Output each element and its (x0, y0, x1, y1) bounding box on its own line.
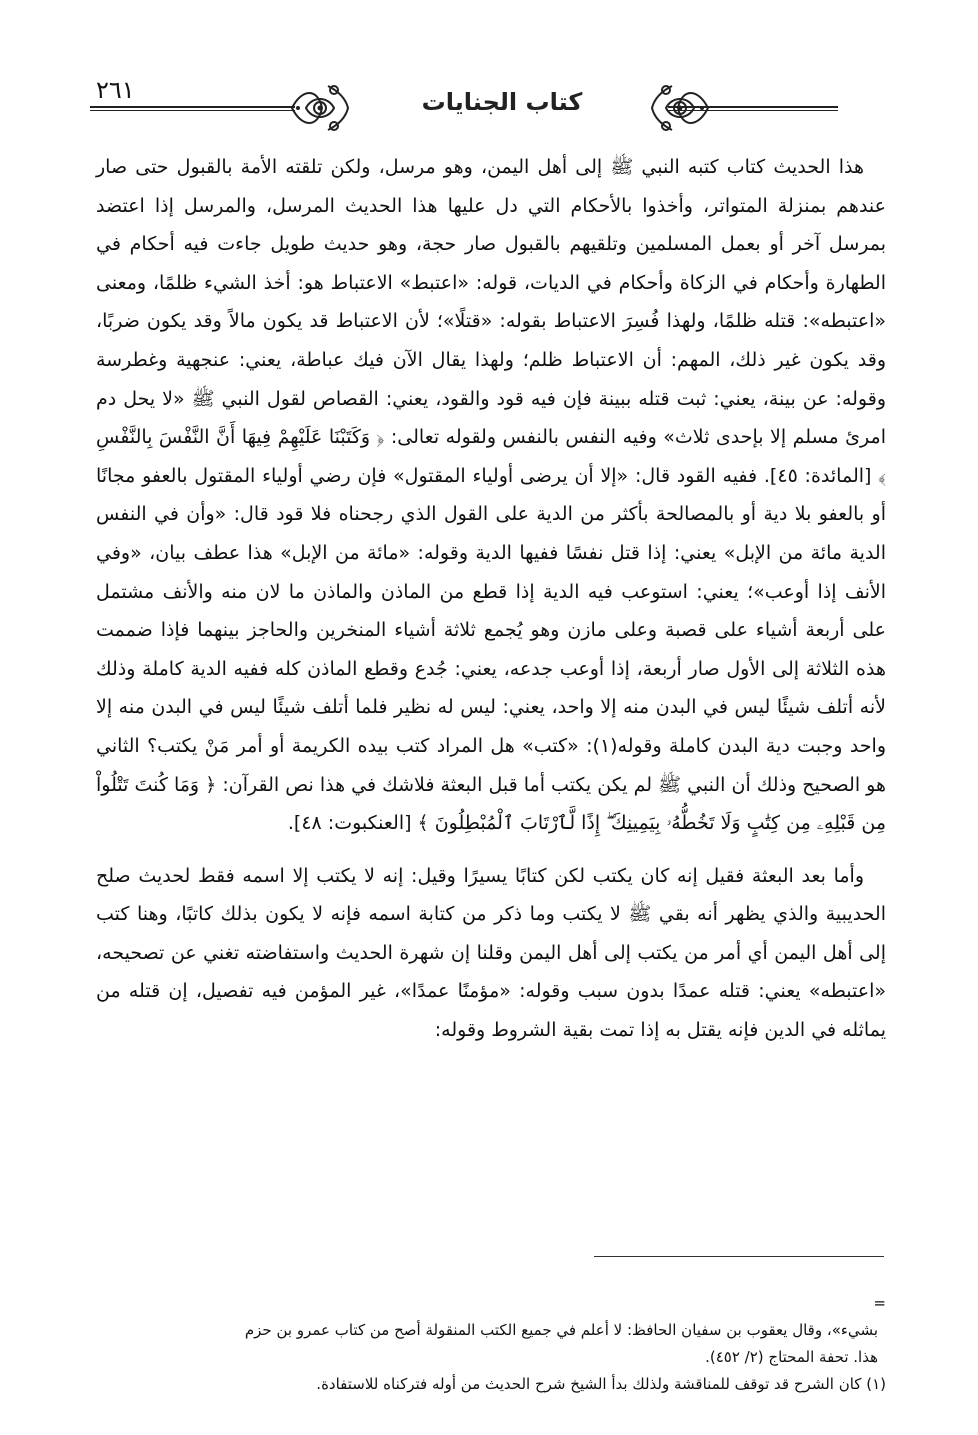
header-rule-left (90, 106, 295, 108)
page-number: ٢٦١ (96, 76, 135, 104)
footnotes (96, 1290, 886, 1398)
running-title: كتاب الجنايات (421, 88, 583, 116)
footnote-1: (١) كان الشرح قد توقف للمناقشة ولذلك بدأ الشيخ شرح الحديث من أوله فتركناه للاستفادة. (316, 1375, 886, 1393)
paragraph-2: وأما بعد البعثة فقيل إنه كان يكتب لكن كتابًا يسيرًا وقيل: إنه لا يكتب إلا اسمه فقط لحديث صلح الحديبية والذي يظهر أنه بقي ﷺ لا يكتب وما ذكر من كتابة اسمه فإنه لا يكون بذلك كاتبًا، وهنا كتب إلى أهل اليمن أي أمر من يكتب إلى أهل اليمن وقلنا إن شهرة الحديث واستفاضته تغني عن تصحيحه، «اعتبطه» يعني: قتله عمدًا بدون سبب وقوله: «مؤمنًا عمدًا»، غير المؤمن فيه تفصيل، إن قتله من يماثله في الدين فإنه يقتل به إذا تمت بقية الشروط وقوله: (96, 864, 886, 1042)
ornament-left-icon (288, 78, 352, 138)
header-rule-left-thin (90, 110, 295, 111)
paragraph-1: هذا الحديث كتاب كتبه النبي ﷺ إلى أهل اليمن، وهو مرسل، ولكن تلقته الأمة بالقبول حتى صار عندهم بمنزلة المتواتر، وأخذوا بالأحكام التي دل عليها هذا الحديث المرسل، والمرسل إذا اعتضد بمرسل آخر أو بعمل المسلمين وتلقيهم بالقبول صار حجة، وهو حديث طويل جاءت فيه أحكام في الطهارة وأحكام في الزكاة وأحكام في الديات، قوله: «اعتبط» الاعتباط هو: أخذ الشيء ظلمًا، ومعنى «اعتبطه»: قتله ظلمًا، ولهذا فُسِرَ الاعتباط بقوله: «قتلًا»؛ لأن الاعتباط قد يكون مالاً وقد يكون ضربًا، وقد يكون غير ذلك، المهم: أن الاعتباط ظلم؛ ولهذا يقال الآن فيك عباطة، يعني: عنجهية وغطرسة وقوله: عن بينة، يعني: ثبت قتله ببينة فإن فيه قود والقود، يعني: القصاص لقول النبي ﷺ «لا يحل دم امرئ مسلم إلا بإحدى ثلاث» وفيه النفس بالنفس ولقوله تعالى: ﴿ وَكَتَبْنَا عَلَيْهِمْ فِيهَا أَنَّ النَّفْسَ بِالنَّفْسِ ﴾ [المائدة: ٤٥]. ففيه القود قال: «إلا أن يرضى أولياء المقتول» فإن رضي أولياء المقتول بالعفو مجانًا أو بالعفو بلا دية أو بالمصالحة بأكثر من الدية على القول الذي رجحناه فلا قود قال: «وأن في النفس الدية مائة من الإبل» يعني: إذا قتل نفسًا ففيها الدية وقوله: «مائة من الإبل» هذا عطف بيان، «وفي الأنف إذا أوعب»؛ يعني: استوعب فيه الدية إذا قطع من الماذن والماذن ما لان منه والأنف مشتمل على أربعة أشياء على قصبة وعلى مازن وهو يُجمع ثلاثة أشياء المنخرين والحاجز بينهما فإذا ضممت هذه الثلاثة إلى الأول صار أربعة، إذا أوعب جدعه، يعني: جُدع وقطع الماذن كله ففيه الدية كاملة وذلك لأنه أتلف شيئًا ليس في البدن منه إلا واحد، يعني: ليس له نظير فلما أتلف شيئًا ليس في البدن منه إلا واحد وجبت دية البدن كاملة وقوله(١): «كتب» هل المراد كتب بيده الكريمة أو أمر مَنْ يكتب؟ الثاني هو الصحيح وذلك أن النبي ﷺ لم يكن يكتب أما قبل البعثة فلاشك في هذا نص القرآن: ﴿ وَمَا كُنتَ تَتْلُواْ مِن قَبْلِهِۦ مِن كِتَٰبٍ وَلَا تَخُطُّهُۥ بِيَمِينِكَ ۖ إِذًا لَّٱرْتَابَ ٱلْمُبْطِلُونَ ﴾ [العنكبوت: ٤٨]. (96, 156, 887, 835)
ornament-right-icon (648, 78, 712, 138)
footnote-separator (594, 1256, 884, 1257)
body-text (96, 148, 886, 1050)
header-rule-right (668, 106, 838, 108)
footnote-continuation-marker: = (873, 1294, 886, 1312)
footnote-continuation-line-2: هذا. تحفة المحتاج (٢/ ٤٥٢). (705, 1348, 878, 1366)
header-rule-right-thin (668, 110, 838, 111)
page-header (82, 72, 868, 142)
footnote-continuation-line-1: بشيء»، وقال يعقوب بن سفيان الحافظ: لا أعلم في جميع الكتب المنقولة أصح من كتاب عمرو بن حزم (244, 1321, 878, 1339)
